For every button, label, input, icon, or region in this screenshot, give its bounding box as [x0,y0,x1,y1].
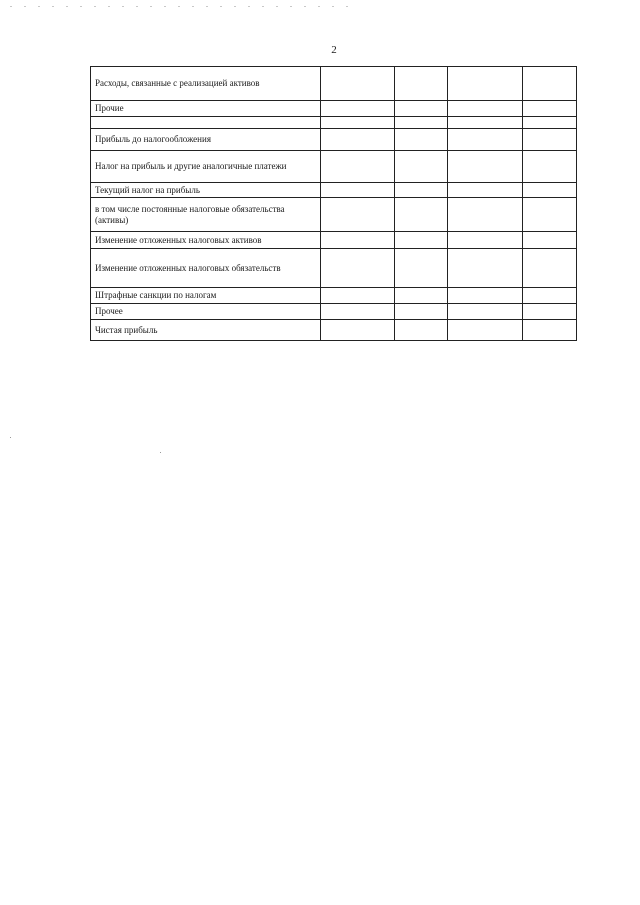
value-cell [523,198,577,232]
row-label: Изменение отложенных налоговых обязательств [91,249,321,288]
value-cell [523,249,577,288]
financial-report-table [90,66,577,341]
value-cell [395,288,448,304]
value-cell [523,67,577,101]
row-label: Расходы, связанные с реализацией активов [91,67,321,101]
value-cell [321,320,395,341]
value-cell [395,129,448,151]
value-cell [448,232,523,249]
value-cell [321,183,395,198]
value-cell [448,117,523,129]
value-cell [448,151,523,183]
value-cell [448,288,523,304]
value-cell [395,67,448,101]
value-cell [448,304,523,320]
row-label: Налог на прибыль и другие аналогичные платежи [91,151,321,183]
row-label: Прибыль до налогообложения [91,129,321,151]
value-cell [523,129,577,151]
table-row [91,288,577,304]
value-cell [321,129,395,151]
value-cell [321,101,395,117]
row-label [91,117,321,129]
row-label: Прочие [91,101,321,117]
value-cell [523,183,577,198]
value-cell [523,151,577,183]
value-cell [321,198,395,232]
row-label: в том числе постоянные налоговые обязательства (активы) [91,198,321,232]
scan-artifact-mid [160,452,161,453]
table-row [91,304,577,320]
value-cell [523,320,577,341]
table-row [91,129,577,151]
row-label: Прочее [91,304,321,320]
value-cell [395,117,448,129]
value-cell [321,151,395,183]
value-cell [321,304,395,320]
value-cell [321,232,395,249]
value-cell [448,129,523,151]
table-row [91,183,577,198]
row-label: Текущий налог на прибыль [91,183,321,198]
table-row [91,67,577,101]
value-cell [448,67,523,101]
value-cell [395,198,448,232]
value-cell [395,320,448,341]
value-cell [321,288,395,304]
table-row [91,151,577,183]
value-cell [321,249,395,288]
value-cell [395,304,448,320]
value-cell [523,101,577,117]
row-label: Изменение отложенных налоговых активов [91,232,321,249]
value-cell [523,117,577,129]
value-cell [395,151,448,183]
row-label: Чистая прибыль [91,320,321,341]
scan-artifact-left [10,437,11,438]
table-row [91,198,577,232]
value-cell [523,232,577,249]
value-cell [321,67,395,101]
value-cell [321,117,395,129]
table-row [91,249,577,288]
value-cell [448,183,523,198]
table-row [91,101,577,117]
table-row [91,232,577,249]
value-cell [448,198,523,232]
value-cell [395,232,448,249]
value-cell [523,304,577,320]
page-number: 2 [331,44,337,56]
row-label: Штрафные санкции по налогам [91,288,321,304]
value-cell [448,101,523,117]
value-cell [523,288,577,304]
value-cell [395,101,448,117]
table-row [91,320,577,341]
scan-artifact-top [10,6,350,7]
value-cell [395,249,448,288]
value-cell [395,183,448,198]
value-cell [448,249,523,288]
table-row [91,117,577,129]
value-cell [448,320,523,341]
table-body [91,67,577,341]
